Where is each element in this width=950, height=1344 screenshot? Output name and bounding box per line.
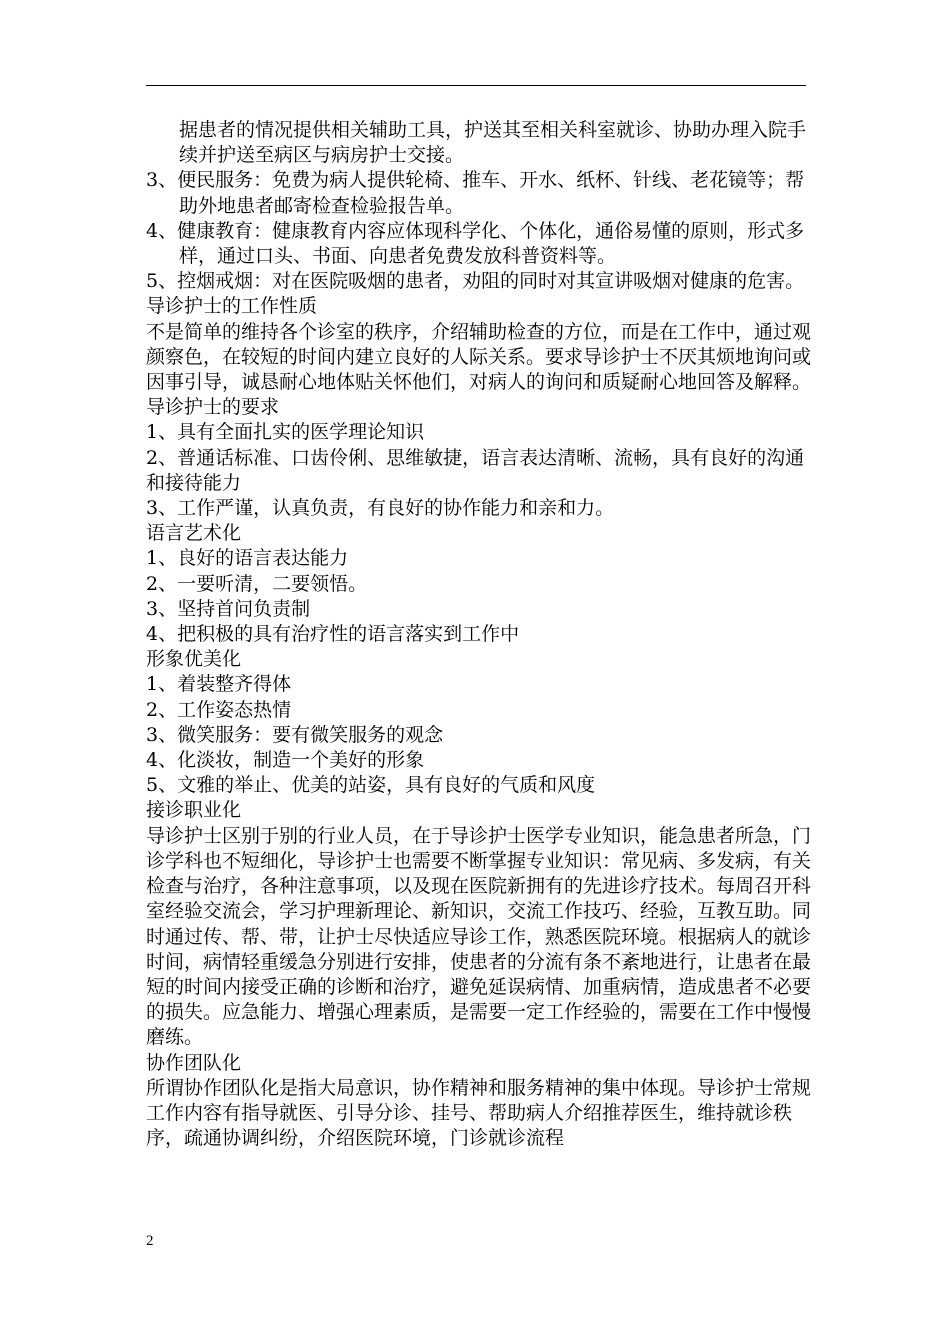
list-item: 4、化淡妆，制造一个美好的形象 — [146, 749, 425, 772]
list-item-convenience-service: 3、便民服务：免费为病人提供轮椅、推车、开水、纸杯、针线、老花镜等；帮助外地患者邮寄检查检验报告单。 — [146, 169, 805, 217]
section-heading-requirements: 导诊护士的要求 — [146, 396, 280, 419]
list-item-health-education: 4、健康教育：健康教育内容应体现科学化、个体化，通俗易懂的原则，形式多样，通过口头、书面、向患者免费发放科普资料等。 — [146, 219, 805, 268]
list-item: 1、具有全面扎实的医学理论知识 — [146, 421, 425, 444]
list-item: 3、微笑服务：要有微笑服务的观念 — [146, 723, 444, 746]
list-item: 4、把积极的具有治疗性的语言落实到工作中 — [146, 623, 520, 646]
paragraph-professional: 导诊护士区别于别的行业人员，在于导诊护士医学专业知识，能急患者所急，门诊学科也不短细化，导诊护士也需要不断掌握专业知识：常见病、多发病，有关检查与治疗，各种注意事项，以及现在医院新拥有的先进诊疗技术。每周召开科室经验交流会，学习护理新理论、新知识，交流工作技巧、经验，互教互助。同时通过传、帮、带，让护士尽快适应导诊工作，熟悉医院环境。根据病人的就诊时间，病情轻重缓急分别进行安排，使患者的分流有条不紊地进行，让患者在最短的时间内接受正确的诊断和治疗，避免延误病情、加重病情，造成患者不必要的损失。应急能力、增强心理素质，是需要一定工作经验的，需要在工作中慢慢磨练。 — [146, 824, 812, 1049]
list-item: 1、良好的语言表达能力 — [146, 547, 349, 570]
paragraph-teamwork: 所谓协作团队化是指大局意识，协作精神和服务精神的集中体现。导诊护士常规工作内容有指导就医、引导分诊、挂号、帮助病人介绍推荐医生，维持就诊秩序，疏通协调纠纷，介绍医院环境，门诊就诊流程 — [146, 1076, 812, 1150]
section-heading-professional: 接诊职业化 — [146, 799, 242, 822]
section-heading-language: 语言艺术化 — [146, 522, 242, 545]
list-item: 3、坚持首问负责制 — [146, 597, 311, 620]
section-heading-teamwork: 协作团队化 — [146, 1051, 242, 1074]
list-item: 5、文雅的举止、优美的站姿，具有良好的气质和风度 — [146, 774, 596, 797]
list-item-smoking-control: 5、控烟戒烟：对在医院吸烟的患者，劝阻的同时对其宣讲吸烟对健康的危害。 — [146, 270, 805, 293]
list-item: 1、着装整齐得体 — [146, 673, 292, 696]
paragraph-continuation: 据患者的情况提供相关辅助工具，护送其至相关科室就诊、协助办理入院手续并护送至病区与病房护士交接。 — [179, 119, 807, 167]
list-item: 2、工作姿态热情 — [146, 698, 292, 721]
section-heading-image: 形象优美化 — [146, 648, 242, 671]
list-item: 2、普通话标准、口齿伶俐、思维敏捷，语言表达清晰、流畅，具有良好的沟通和接待能力 — [146, 446, 805, 494]
document-body — [146, 118, 818, 1151]
list-item: 3、工作严谨，认真负责，有良好的协作能力和亲和力。 — [146, 497, 615, 520]
section-heading-work-nature: 导诊护士的工作性质 — [146, 295, 318, 318]
list-item: 2、一要听清，二要领悟。 — [146, 572, 368, 595]
page-number: 2 — [146, 1233, 154, 1249]
paragraph-work-nature: 不是简单的维持各个诊室的秩序，介绍辅助检查的方位，而是在工作中，通过观颜察色，在较短的时间内建立良好的人际关系。要求导诊护士不厌其烦地询问或因事引导，诚恳耐心地体贴关怀他们，对病人的询问和质疑耐心地回答及解释。 — [146, 320, 812, 394]
header-rule — [146, 85, 806, 86]
